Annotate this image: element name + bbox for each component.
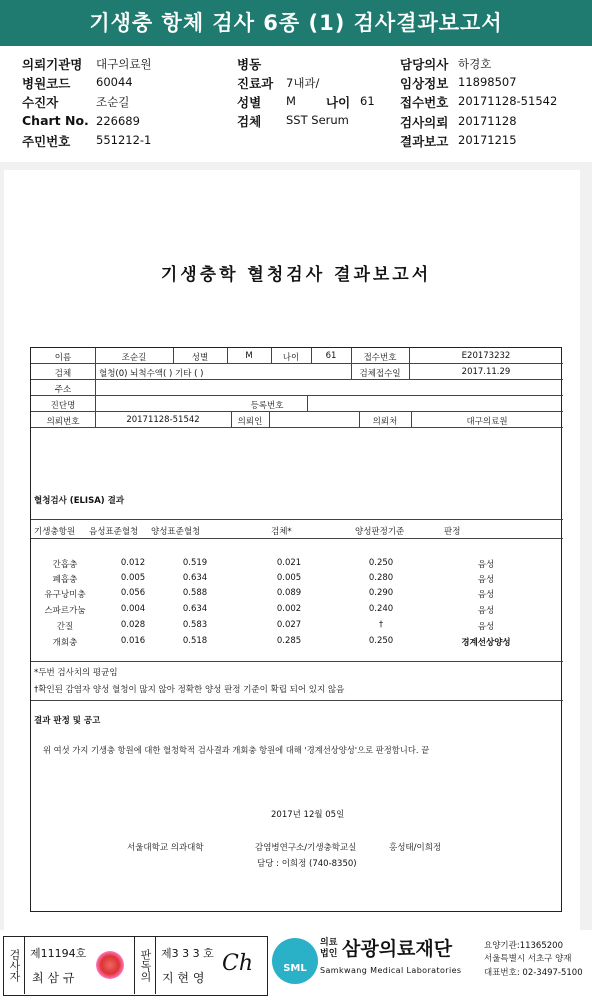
info-value-clinical: 11898507 bbox=[458, 75, 517, 89]
form-label-specimen-date: 검체접수일 bbox=[359, 369, 401, 379]
org-address: 서울특별시 서초구 양재 bbox=[484, 954, 572, 964]
form-label-sex: 성별 bbox=[191, 353, 209, 363]
form-value-age: 61 bbox=[325, 351, 337, 361]
form-value-request-place: 대구의료원 bbox=[466, 417, 508, 427]
row-antigen: 개회충 bbox=[52, 638, 78, 648]
document-title: 기생충학 혈청검사 결과보고서 bbox=[160, 265, 432, 285]
info-label-doctor: 담당의사 bbox=[400, 57, 449, 72]
info-value-request-date: 20171128 bbox=[458, 114, 517, 128]
conclusion-title: 결과 판정 및 공고 bbox=[34, 716, 101, 726]
signature: Ch bbox=[222, 951, 254, 976]
info-label-resident-no: 주민번호 bbox=[22, 134, 71, 149]
row-cutoff: 0.250 bbox=[368, 558, 394, 568]
info-value-age: 61 bbox=[360, 94, 375, 108]
row-negative: 0.016 bbox=[120, 636, 146, 646]
doctor-names: 홍성태/이희정 bbox=[389, 843, 442, 853]
info-value-hospital-code: 60044 bbox=[96, 75, 133, 89]
info-label-request-date: 검사의뢰 bbox=[400, 115, 449, 130]
examiner-license: 제11194호 bbox=[30, 947, 87, 960]
info-value-sex: M bbox=[286, 94, 296, 108]
form-label-reception: 접수번호 bbox=[363, 353, 397, 363]
conclusion-text: 위 여섯 가지 기생충 항원에 대한 혈청학적 검사결과 개회충 항원에 대해 '경계선상양성'으로 판정함니다. 끝 bbox=[43, 745, 430, 755]
form-label-request-no: 의뢰번호 bbox=[46, 417, 80, 427]
reviewer-license: 제3 3 3 호 bbox=[161, 947, 214, 960]
signature-box bbox=[3, 936, 268, 996]
info-value-report-date: 20171215 bbox=[458, 133, 517, 147]
sml-logo-text: SML bbox=[283, 963, 307, 974]
org-phone: 대표번호: 02-3497-5100 bbox=[484, 968, 583, 978]
org-name: 삼광의료재단 bbox=[342, 938, 453, 960]
report-header bbox=[0, 0, 592, 46]
row-cutoff: 0.240 bbox=[368, 604, 394, 614]
lab-name: 감염병연구소/기생충학교실 bbox=[255, 843, 357, 853]
form-label-diagnosis: 진단명 bbox=[50, 401, 76, 411]
form-value-reception: E20173232 bbox=[461, 351, 511, 361]
form-label-name: 이름 bbox=[54, 353, 72, 363]
row-negative: 0.004 bbox=[120, 604, 146, 614]
patient-info-panel bbox=[0, 52, 592, 152]
result-form bbox=[30, 347, 562, 912]
info-label-sex: 성별 bbox=[237, 95, 262, 110]
reviewer-name: 지 현 영 bbox=[162, 971, 205, 985]
report-title: 기생충 항체 검사 6종 (1) 검사결과보고서 bbox=[89, 11, 503, 35]
form-value-request-no: 20171128-51542 bbox=[126, 415, 200, 425]
info-value-chart-no: 226689 bbox=[96, 114, 140, 128]
row-antigen: 폐흡충 bbox=[52, 575, 78, 585]
row-antigen: 간흡충 bbox=[52, 560, 78, 570]
row-cutoff: 0.280 bbox=[368, 573, 394, 583]
org-name-en: Samkwang Medical Laboratories bbox=[320, 966, 462, 975]
info-label-chart-no: Chart No. bbox=[22, 113, 89, 128]
info-value-specimen: SST Serum bbox=[286, 113, 349, 127]
row-antigen: 간질 bbox=[56, 622, 74, 632]
nursing-code: 요양기관:11365200 bbox=[484, 941, 563, 951]
info-label-report-date: 결과보고 bbox=[400, 134, 449, 149]
section-title-elisa: 혈청검사 (ELISA) 결과 bbox=[34, 496, 125, 506]
col-judgment: 판정 bbox=[444, 527, 461, 537]
sml-logo-icon bbox=[272, 938, 318, 984]
form-value-name: 조순길 bbox=[121, 353, 147, 363]
row-judgment: 음성 bbox=[477, 590, 495, 600]
footer bbox=[0, 934, 592, 1000]
row-cutoff: 0.250 bbox=[368, 636, 394, 646]
row-negative: 0.028 bbox=[120, 620, 146, 630]
row-judgment: 음성 bbox=[477, 575, 495, 585]
row-sample: 0.005 bbox=[276, 573, 302, 583]
col-negative: 음성표준혈청 bbox=[89, 527, 139, 537]
info-label-specimen: 검체 bbox=[237, 114, 262, 129]
row-positive: 0.518 bbox=[182, 636, 208, 646]
col-positive: 양성표준혈청 bbox=[151, 527, 201, 537]
row-positive: 0.588 bbox=[182, 588, 208, 598]
form-value-specimen: 혈청(0) 뇌척수액( ) 기타 ( ) bbox=[99, 369, 204, 379]
examiner-name: 최 삼 규 bbox=[32, 971, 75, 985]
note-cutoff: †확인된 감염자 양성 혈청이 많지 않아 정확한 양성 판정 기준이 확립 되어 있지 않음 bbox=[34, 685, 345, 695]
info-label-hospital-code: 병원코드 bbox=[22, 76, 71, 91]
info-label-reception: 접수번호 bbox=[400, 95, 449, 110]
note-average: *두번 검사치의 평균임 bbox=[34, 668, 118, 678]
row-cutoff: † bbox=[378, 620, 384, 630]
row-judgment: 음성 bbox=[477, 606, 495, 616]
form-label-registration: 등록번호 bbox=[250, 401, 284, 411]
row-positive: 0.519 bbox=[182, 558, 208, 568]
form-label-requester: 의뢰인 bbox=[237, 417, 263, 427]
form-label-address: 주소 bbox=[54, 385, 72, 395]
report-date: 2017년 12월 05일 bbox=[271, 810, 345, 820]
row-positive: 0.634 bbox=[182, 573, 208, 583]
row-sample: 0.285 bbox=[276, 636, 302, 646]
contact-info: 담당 : 이희정 (740-8350) bbox=[257, 859, 357, 869]
form-value-sex: M bbox=[245, 351, 253, 361]
info-value-dept: 7내과/ bbox=[286, 76, 320, 90]
row-sample: 0.027 bbox=[276, 620, 302, 630]
institution-name: 서울대학교 의과대학 bbox=[127, 843, 204, 853]
row-antigen: 유구낭미충 bbox=[44, 590, 86, 600]
form-value-specimen-date: 2017.11.29 bbox=[461, 367, 511, 377]
row-cutoff: 0.290 bbox=[368, 588, 394, 598]
info-label-age: 나이 bbox=[326, 95, 351, 110]
info-value-reception: 20171128-51542 bbox=[458, 94, 558, 108]
info-value-institution: 대구의료원 bbox=[96, 57, 152, 71]
row-positive: 0.634 bbox=[182, 604, 208, 614]
info-value-resident-no: 551212-1 bbox=[96, 133, 152, 147]
form-label-age: 나이 bbox=[282, 353, 300, 363]
row-negative: 0.012 bbox=[120, 558, 146, 568]
row-judgment: 경계선상양성 bbox=[461, 638, 511, 648]
row-sample: 0.002 bbox=[276, 604, 302, 614]
col-sample: 검체* bbox=[271, 527, 292, 537]
info-value-patient: 조순길 bbox=[96, 95, 130, 109]
info-value-doctor: 하경호 bbox=[458, 57, 492, 71]
row-judgment: 음성 bbox=[477, 622, 495, 632]
info-label-institution: 의뢰기관명 bbox=[22, 57, 83, 72]
form-label-specimen: 검체 bbox=[54, 369, 72, 379]
row-antigen: 스파르가눔 bbox=[44, 606, 86, 616]
form-label-request-place: 의뢰처 bbox=[372, 417, 398, 427]
seal-stamp-icon bbox=[96, 951, 124, 979]
reviewer-label: 판독의 bbox=[134, 937, 156, 994]
corp-label: 의료법인 bbox=[320, 938, 338, 959]
info-label-clinical: 임상정보 bbox=[400, 76, 449, 91]
info-label-dept: 진료과 bbox=[237, 76, 274, 91]
examiner-label: 검사자 bbox=[4, 937, 25, 994]
row-positive: 0.583 bbox=[182, 620, 208, 630]
info-label-ward: 병동 bbox=[237, 57, 262, 72]
row-sample: 0.021 bbox=[276, 558, 302, 568]
info-label-patient: 수진자 bbox=[22, 95, 59, 110]
col-cutoff: 양성판정기준 bbox=[355, 527, 405, 537]
row-negative: 0.056 bbox=[120, 588, 146, 598]
row-judgment: 음성 bbox=[477, 560, 495, 570]
row-negative: 0.005 bbox=[120, 573, 146, 583]
col-antigen: 기생충항원 bbox=[34, 527, 76, 537]
row-sample: 0.089 bbox=[276, 588, 302, 598]
